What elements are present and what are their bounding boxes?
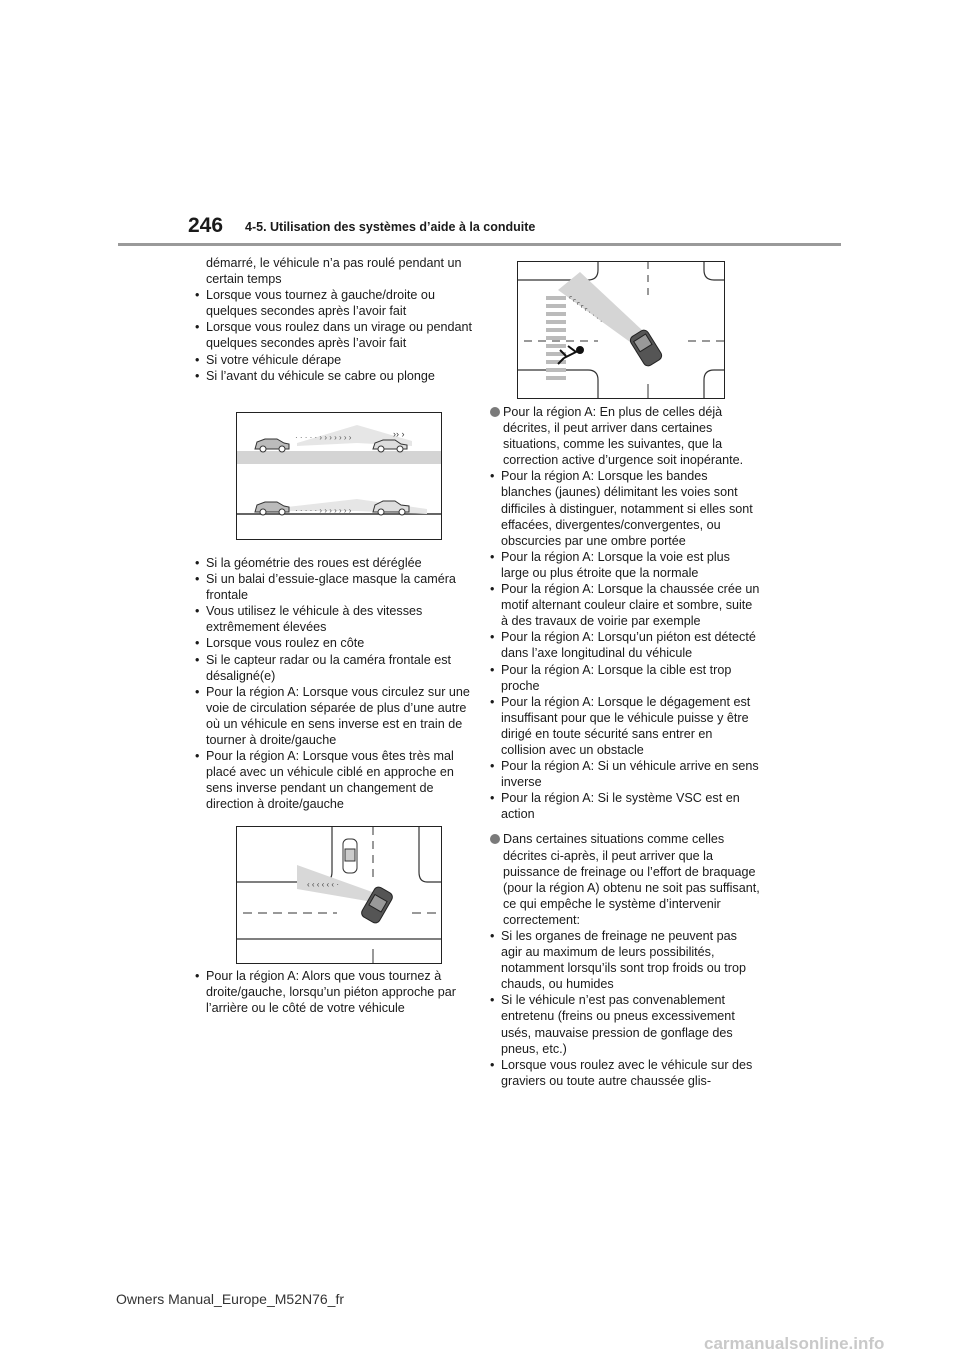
list-item: • Si les organes de freinage ne peuvent pas agir au maximum de leurs possibilités, notamment lorsqu’ils sont trop froids ou trop chauds, ou humides bbox=[490, 928, 760, 992]
list-item: • Si le capteur radar ou la caméra frontale est désaligné(e) bbox=[195, 652, 477, 684]
bullet-list-right-2 bbox=[490, 928, 760, 1089]
paragraph-2 bbox=[490, 831, 760, 928]
list-item: • Pour la région A: Lorsque le dégagement est insuffisant pour que le véhicule puisse y être dirigé en toute sécurité sans entrer en collision avec un obstacle bbox=[490, 694, 760, 758]
circle-bullet-icon bbox=[490, 834, 500, 844]
list-item: • Lorsque vous roulez avec le véhicule sur des graviers ou toute autre chaussée glis- bbox=[490, 1057, 760, 1089]
list-item: • Si le véhicule n’est pas convenablement entretenu (freins ou pneus excessivement usés, mauvaise pression de gonflage des pneus, etc.) bbox=[490, 992, 760, 1056]
svg-text:‹ ‹ ‹ ‹ ‹ · · · ·: ‹ ‹ ‹ ‹ ‹ · · · · bbox=[566, 292, 606, 326]
left-column-middle bbox=[195, 555, 477, 813]
svg-text:‹ ‹ ‹ ‹ ‹ ‹ ·: ‹ ‹ ‹ ‹ ‹ ‹ · bbox=[307, 880, 339, 889]
list-item: • Pour la région A: Si un véhicule arrive en sens inverse bbox=[490, 758, 760, 790]
bullet-list-3 bbox=[195, 968, 477, 1016]
list-item: • Pour la région A: Lorsque vous circulez sur une voie de circulation séparée de plus d’une autre où un véhicule en sens inverse est en train de tourner à droite/gauche bbox=[195, 684, 477, 748]
list-item: • Pour la région A: Lorsque vous êtes très mal placé avec un véhicule ciblé en approche en sens inverse pendant un changement de direction à droite/gauche bbox=[195, 748, 477, 812]
figure-slope-illustration bbox=[236, 412, 442, 540]
list-item: • Si l’avant du véhicule se cabre ou plonge bbox=[195, 368, 477, 384]
list-item: • Si votre véhicule dérape bbox=[195, 352, 477, 368]
circle-bullet-icon bbox=[490, 407, 500, 417]
paragraph-2-text: Dans certaines situations comme celles décrites ci-après, il peut arriver que la puissance de freinage ou l’effort de braquage (pour la région A) obtenu ne soit pas suffisant, ce qui empêche le système d’intervenir correctement: bbox=[503, 832, 760, 927]
svg-text:· · · · · › › › › › › ›: · · · · · › › › › › › › bbox=[295, 433, 352, 442]
svg-text:· · · · · › › › › › › ›: · · · · · › › › › › › › bbox=[295, 506, 352, 515]
spacer bbox=[490, 822, 760, 831]
watermark: carmanualsonline.info bbox=[704, 1334, 885, 1353]
bullet-list-right-1 bbox=[490, 468, 760, 822]
list-item: • Si un balai d’essuie-glace masque la caméra frontale bbox=[195, 571, 477, 603]
list-item: • Pour la région A: Lorsqu’un piéton est détecté dans l’axe longitudinal du véhicule bbox=[490, 629, 760, 661]
list-item: • Lorsque vous tournez à gauche/droite ou quelques secondes après l’avoir fait bbox=[195, 287, 477, 319]
left-column bbox=[195, 255, 477, 384]
list-item: • Pour la région A: Si le système VSC est en action bbox=[490, 790, 760, 822]
list-item: • Lorsque vous roulez dans un virage ou pendant quelques secondes après l’avoir fait bbox=[195, 319, 477, 351]
footer-text: Owners Manual_Europe_M52N76_fr bbox=[116, 1291, 345, 1307]
list-item: • Lorsque vous roulez en côte bbox=[195, 635, 477, 651]
figure-intersection-turn bbox=[236, 826, 442, 964]
continuation-text: démarré, le véhicule n’a pas roulé pendant un certain temps bbox=[206, 256, 462, 287]
bullet-list-2 bbox=[195, 555, 477, 813]
list-item: • Pour la région A: Lorsque la chaussée crée un motif alternant couleur claire et sombre, suite à des travaux de voirie par exemple bbox=[490, 581, 760, 629]
figure-pedestrian-crossing bbox=[517, 261, 725, 399]
list-item: • Pour la région A: Lorsque la cible est trop proche bbox=[490, 662, 760, 694]
header-rule bbox=[118, 243, 841, 246]
page-number: 246 bbox=[188, 214, 224, 237]
list-item: • Pour la région A: Lorsque la voie est plus large ou plus étroite que la normale bbox=[490, 549, 760, 581]
paragraph-1 bbox=[490, 404, 760, 468]
left-column-bottom bbox=[195, 968, 477, 1016]
section-title: 4-5. Utilisation des systèmes d’aide à la conduite bbox=[245, 220, 536, 234]
list-item: • Vous utilisez le véhicule à des vitesses extrêmement élevées bbox=[195, 603, 477, 635]
bullet-list-1 bbox=[195, 287, 477, 384]
svg-text:›› ›: ›› › bbox=[393, 429, 405, 439]
paragraph-1-text: Pour la région A: En plus de celles déjà décrites, il peut arriver dans certaines situations, comme les suivantes, que la correction active d’urgence soit inopérante. bbox=[503, 405, 744, 468]
list-item: • Pour la région A: Lorsque les bandes blanches (jaunes) délimitant les voies sont difficiles à distinguer, notamment si elles sont effacées, divergentes/convergentes, ou obscurcies par une ombre portée bbox=[490, 468, 760, 548]
list-item: • Pour la région A: Alors que vous tournez à droite/gauche, lorsqu’un piéton approche par l’arrière ou le côté de votre véhicule bbox=[195, 968, 477, 1016]
list-item: • Si la géométrie des roues est déréglée bbox=[195, 555, 477, 571]
right-column bbox=[490, 404, 760, 1089]
